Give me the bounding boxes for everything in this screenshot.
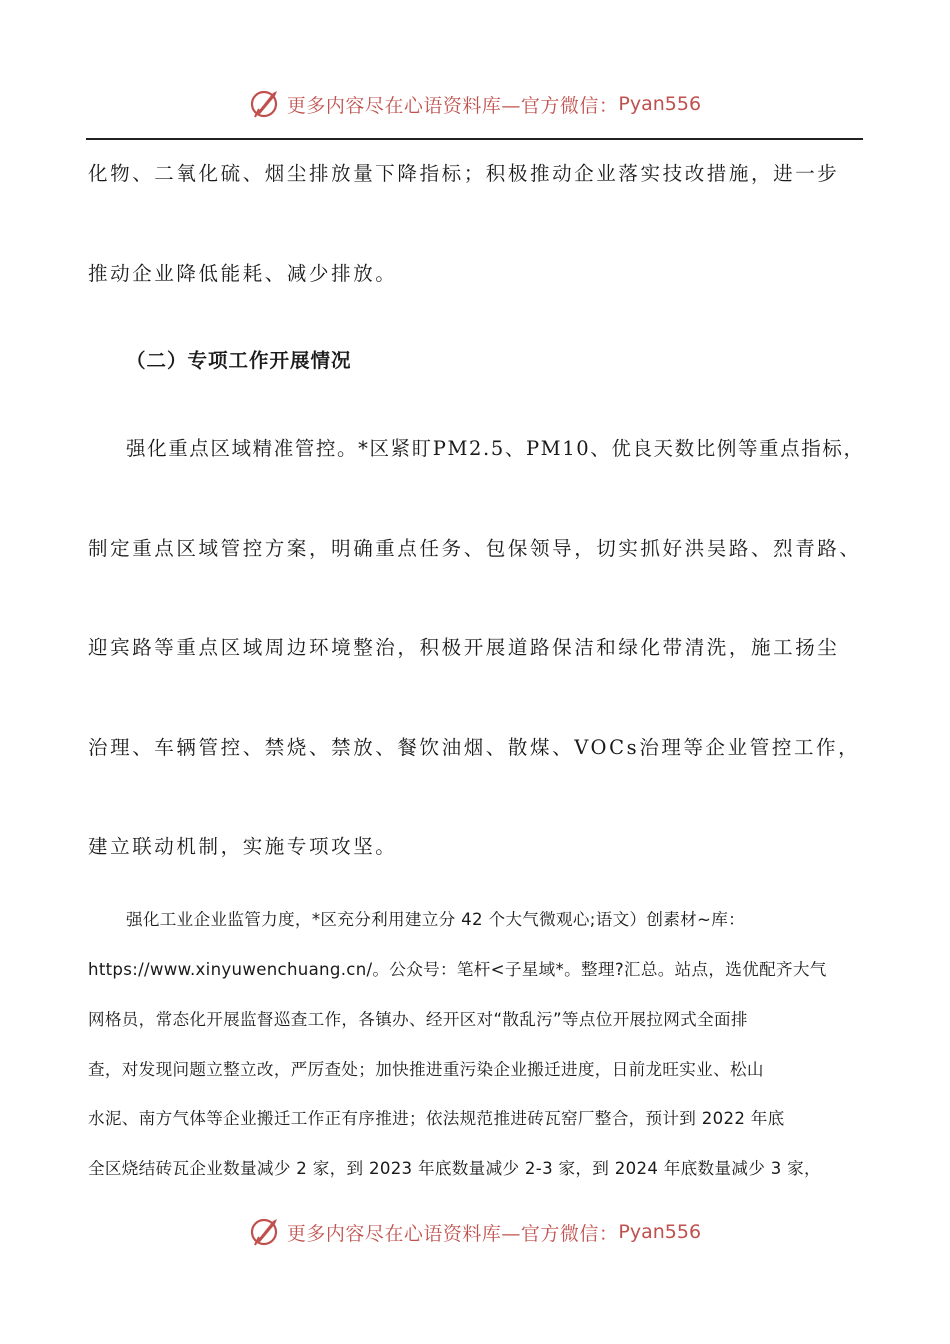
text-line: 全区烧结砖瓦企业数量减少 2 家，到 2023 年底数量减少 2-3 家，到 2024 年底数量减少 3 家， — [88, 1159, 821, 1178]
footer-banner — [0, 1212, 950, 1252]
banner-text: 更多内容尽在心语资料库—官方微信： — [286, 94, 619, 117]
banner-text: 更多内容尽在心语资料库—官方微信： — [286, 1222, 619, 1245]
banner-wechat-id: Pyan556 — [618, 1221, 702, 1243]
text-line: 网格员，常态化开展监督巡查工作，各镇办、经开区对“散乱污”等点位开展拉网式全面排 — [88, 1010, 748, 1029]
text-line: 建立联动机制，实施专项攻坚。 — [88, 835, 398, 858]
text-line: https://www.xinyuwenchuang.cn/。公众号：笔杆<子星域*。整理?汇总。站点，选优配齐大气 — [88, 960, 827, 979]
text-line: 治理、车辆管控、禁烧、禁放、餐饮油烟、散煤、VOCs治理等企业管控工作， — [88, 736, 861, 759]
header-divider — [86, 138, 863, 140]
text-line: 推动企业降低能耗、减少排放。 — [88, 262, 398, 285]
quill-logo-icon — [249, 1215, 283, 1249]
text-line: 强化重点区域精准管控。*区紧盯PM2.5、PM10、优良天数比例等重点指标， — [126, 437, 865, 460]
text-line: 强化工业企业监管力度，*区充分利用建立分 42 个大气微观心;语文）创素材~库： — [126, 910, 746, 929]
header-banner — [0, 84, 950, 124]
quill-logo-icon — [249, 87, 283, 121]
text-line: 制定重点区域管控方案，明确重点任务、包保领导，切实抓好洪吴路、烈青路、 — [88, 537, 862, 560]
text-line: 化物、二氧化硫、烟尘排放量下降指标；积极推动企业落实技改措施，进一步 — [88, 162, 840, 185]
banner-wechat-id: Pyan556 — [618, 93, 702, 115]
text-line: 迎宾路等重点区域周边环境整治，积极开展道路保洁和绿化带清洗，施工扬尘 — [88, 636, 840, 659]
section-heading: （二）专项工作开展情况 — [126, 349, 352, 372]
text-line: 水泥、南方气体等企业搬迁工作正有序推进；依法规范推进砖瓦窑厂整合，预计到 2022 年底 — [88, 1109, 785, 1128]
text-line: 查，对发现问题立整立改，严厉查处；加快推进重污染企业搬迁进度，日前龙旺实业、松山 — [88, 1060, 764, 1079]
